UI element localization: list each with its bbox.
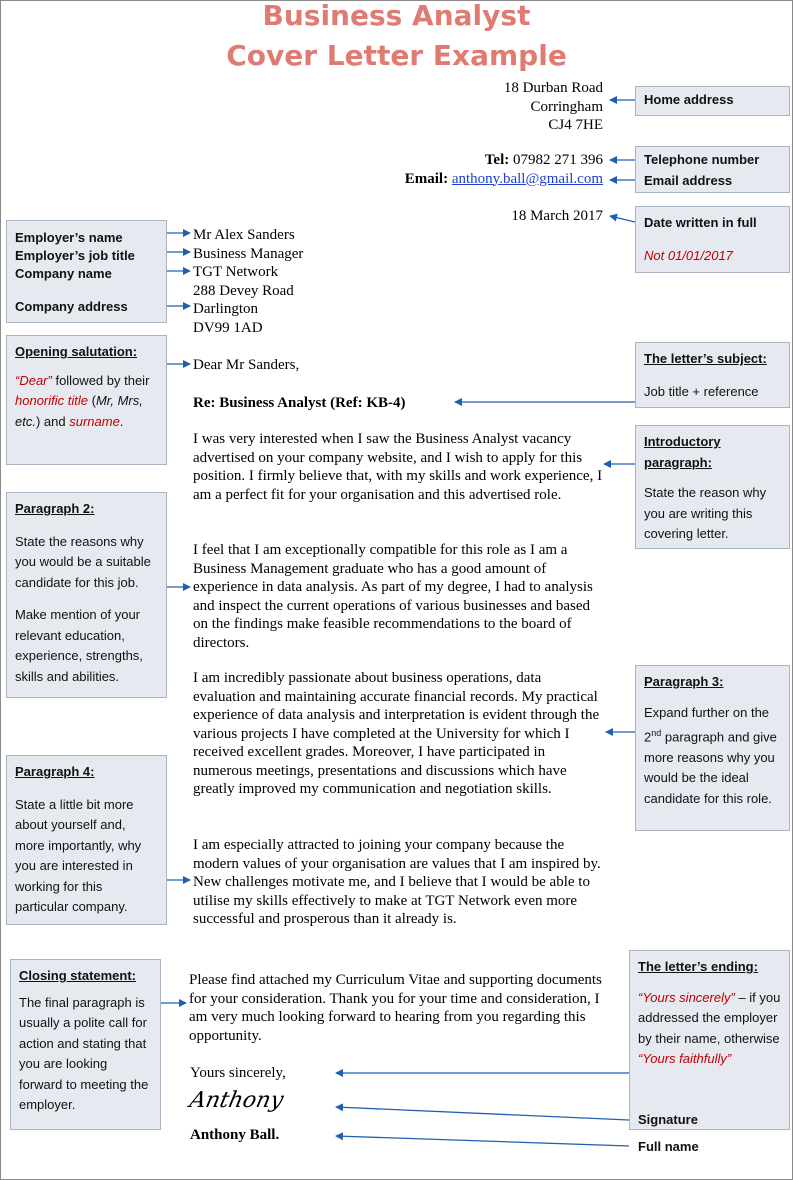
- email-label: Email:: [404, 170, 449, 187]
- sender-town: Corringham: [530, 98, 603, 115]
- sender-street: 18 Durban Road: [503, 80, 603, 96]
- paragraph-4-annotation: Paragraph 4: State a little bit more about yourself and, more importantly, why you are interested in working for this particular company.: [6, 755, 167, 925]
- full-name: Anthony Ball.: [190, 1127, 280, 1143]
- date-annotation: Date written in full Not 01/01/2017: [635, 206, 790, 273]
- signature-annotation: Signature: [638, 1112, 698, 1127]
- arrow-date: [610, 216, 635, 222]
- ending-annotation: The letter’s ending: “Yours sincerely” – if you addressed the employer by their name, otherwise “Yours faithfully”: [629, 950, 790, 1130]
- sender-email-link[interactable]: anthony.ball@gmail.com: [451, 170, 603, 187]
- tel-label: Tel:: [484, 152, 510, 168]
- paragraph-2-annotation: Paragraph 2: State the reasons why you would be a suitable candidate for this job. Make mention of your relevant education, experience, strengths, skills and abilities.: [6, 492, 167, 698]
- date-note: Not 01/01/2017: [644, 247, 733, 263]
- email-annotation-label: Email address: [644, 172, 733, 188]
- home-address-annotation: Home address: [635, 86, 790, 116]
- letter-subject: Re: Business Analyst (Ref: KB-4): [193, 395, 406, 411]
- intro-annotation: Introductory paragraph: State the reason why you are writing this covering letter.: [635, 425, 790, 549]
- employer-annotation: Employer’s name Employer’s job title Company name Company address: [6, 220, 167, 323]
- paragraph-5: Please find attached my Curriculum Vitae and supporting documents for your consideration. Thank you for your time and consideration, I am very much looking forward to hearing from you regarding this opportunity.: [189, 972, 602, 1044]
- recipient-town: Darlington: [193, 301, 258, 317]
- recipient-postcode: DV99 1AD: [193, 319, 263, 336]
- closing-annotation: Closing statement: The final paragraph is usually a polite call for action and stating that you are looking forward to meeting the employer.: [10, 959, 161, 1130]
- paragraph-4: I am especially attracted to joining your company because the modern values of your organisation are values that I am inspired by. New challenges motivate me, and I believe that I would be able to utilise my skills effectively to make at TGT Network even more successful and prosperous than it already is.: [193, 837, 601, 927]
- paragraph-3: I am incredibly passionate about business operations, data evaluation and maintaining accurate financial records. My practical experience of data analysis and interpretation is evident through the various projects I have completed at the University for which I received excellent grades. Moreover, I have participated in numerous meetings, presentations and discussions which have greatly improved my communication and negotiation skills.: [193, 670, 600, 797]
- paragraph-2: I feel that I am exceptionally compatible for this role as I am a Business Management graduate who has a good amount of experience in data analysis. As part of my degree, I had to analysis and inspect the current operations of various businesses and based on the findings make feasible recommendations to the board of directors.: [193, 542, 593, 651]
- sender-telephone: 07982 271 396: [513, 152, 603, 168]
- full-name-annotation: Full name: [638, 1139, 699, 1154]
- signature: Anthony: [187, 1088, 286, 1113]
- page-title-line1: Business Analyst: [262, 0, 531, 32]
- telephone-annotation-label: Telephone number: [644, 152, 760, 167]
- salutation: Dear Mr Sanders,: [193, 357, 300, 373]
- paragraph-1: I was very interested when I saw the Business Analyst vacancy advertised on your company website, and I wish to apply for this position. I firmly believe that, with my skills and work experience, I am a perfect fit for your organisation and this advertised role.: [193, 431, 603, 503]
- sender-postcode: CJ4 7HE: [548, 117, 603, 133]
- arrow-signature: [336, 1107, 629, 1120]
- paragraph-3-annotation: Paragraph 3: Expand further on the 2nd paragraph and give more reasons why you would be the ideal candidate for this role.: [635, 665, 790, 831]
- recipient-job-title: Business Manager: [193, 245, 304, 262]
- subject-annotation: The letter’s subject: Job title + reference: [635, 342, 790, 408]
- salutation-annotation: Opening salutation: “Dear” followed by their honorific title (Mr, Mrs, etc.) and surname.: [6, 335, 167, 465]
- recipient-name: Mr Alex Sanders: [193, 227, 295, 243]
- arrow-full-name: [336, 1136, 629, 1146]
- recipient-street: 288 Devey Road: [193, 282, 294, 299]
- letter-date: 18 March 2017: [511, 208, 603, 224]
- page-title-line2: Cover Letter Example: [226, 39, 567, 72]
- recipient-company: TGT Network: [193, 264, 279, 280]
- sign-off: Yours sincerely,: [190, 1065, 286, 1081]
